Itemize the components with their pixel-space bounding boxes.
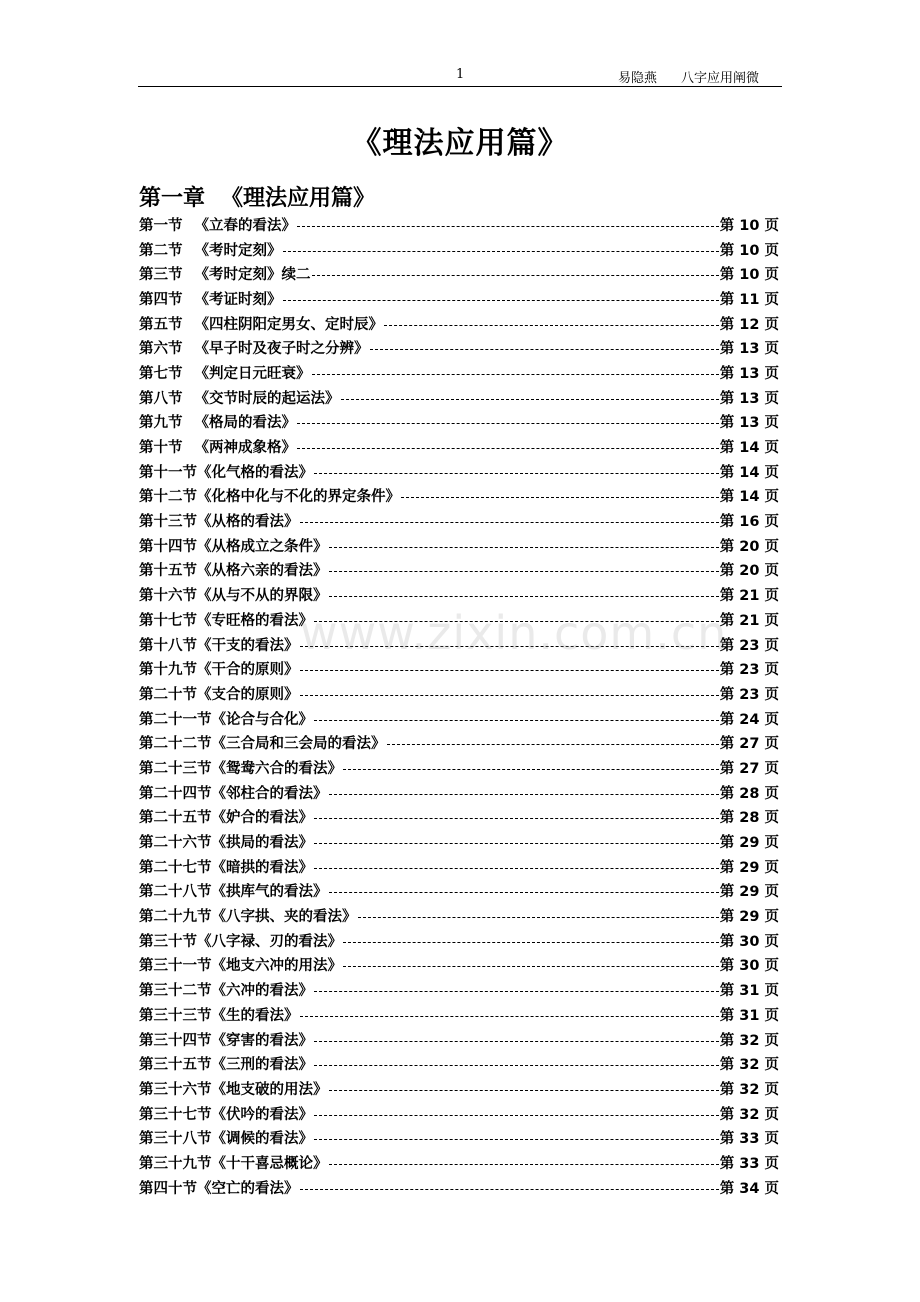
toc-entry[interactable] [139, 656, 779, 681]
toc-section-number: 第八节 [139, 390, 183, 407]
toc-page-number: 第 28 页 [719, 785, 779, 802]
toc-entry[interactable] [139, 632, 779, 657]
toc-section-title: 《判定日元旺衰》 [194, 365, 311, 382]
toc-entry[interactable] [139, 879, 779, 904]
toc-leader [300, 646, 719, 647]
toc-section-number: 第十九节 [139, 662, 197, 679]
toc-section-title: 《鸳鸯六合的看法》 [211, 760, 342, 777]
chapter-title: 《理法应用篇》 [221, 186, 376, 211]
toc-section-title: 《三合局和三会局的看法》 [211, 736, 386, 753]
toc-entry[interactable] [139, 1125, 779, 1150]
toc-page-number: 第 29 页 [719, 909, 779, 926]
toc-page-number: 第 13 页 [719, 341, 779, 358]
toc-section-number: 第三十四节 [139, 1032, 212, 1049]
toc-section-title: 《地支六冲的用法》 [211, 958, 342, 975]
toc-section-number: 第五节 [139, 316, 183, 333]
toc-section-number: 第二十四节 [139, 785, 212, 802]
toc-section-number: 第二十二节 [139, 736, 212, 753]
toc-leader [314, 621, 719, 622]
toc-leader [314, 473, 719, 474]
toc-section-title: 《从格六亲的看法》 [197, 563, 328, 580]
toc-leader [283, 251, 719, 252]
toc-page-number: 第 10 页 [719, 217, 779, 234]
toc-entry[interactable] [139, 780, 779, 805]
toc-page-number: 第 14 页 [719, 489, 779, 506]
toc-section-title: 《两神成象格》 [194, 440, 296, 457]
toc-entry[interactable] [139, 1175, 779, 1200]
header-page-number: 1 [456, 67, 465, 82]
toc-section-title: 《交节时辰的起运法》 [194, 390, 340, 407]
toc-leader [314, 843, 719, 844]
toc-leader [300, 522, 719, 523]
toc-entry[interactable] [139, 360, 779, 385]
toc-page-number: 第 31 页 [719, 1007, 779, 1024]
toc-section-number: 第二十七节 [139, 859, 212, 876]
toc-entry[interactable] [139, 1101, 779, 1126]
toc-section-number: 第三十五节 [139, 1057, 212, 1074]
toc-leader [312, 275, 719, 276]
toc-entry[interactable] [139, 434, 779, 459]
toc-entry[interactable] [139, 755, 779, 780]
toc-section-title: 《支合的原则》 [197, 686, 299, 703]
toc-section-title: 《格局的看法》 [194, 415, 296, 432]
toc-page-number: 第 27 页 [719, 760, 779, 777]
toc-section-number: 第三十二节 [139, 983, 212, 1000]
toc-section-number: 第六节 [139, 341, 183, 358]
toc-entry[interactable] [139, 237, 779, 262]
toc-section-title: 《考证时刻》 [194, 291, 282, 308]
toc-section-title: 《伏吟的看法》 [211, 1106, 313, 1123]
toc-entry[interactable] [139, 533, 779, 558]
toc-leader [314, 818, 719, 819]
toc-section-title: 《论合与合化》 [211, 711, 313, 728]
toc-section-number: 第三十节 [139, 933, 197, 950]
toc-entry[interactable] [139, 508, 779, 533]
toc-page-number: 第 29 页 [719, 859, 779, 876]
toc-entry[interactable] [139, 953, 779, 978]
toc-section-number: 第十六节 [139, 588, 197, 605]
chapter-label: 第一章 [139, 186, 206, 211]
toc-entry[interactable] [139, 977, 779, 1002]
toc-section-title: 《生的看法》 [211, 1007, 299, 1024]
toc-section-number: 第三十一节 [139, 958, 212, 975]
toc-leader [314, 1115, 719, 1116]
toc-page-number: 第 23 页 [719, 686, 779, 703]
toc-section-title: 《妒合的看法》 [211, 810, 313, 827]
toc-entry[interactable] [139, 1076, 779, 1101]
toc-page-number: 第 23 页 [719, 637, 779, 654]
toc-entry[interactable] [139, 903, 779, 928]
toc-section-title: 《八字拱、夹的看法》 [211, 909, 357, 926]
toc-entry[interactable] [139, 730, 779, 755]
toc-page-number: 第 32 页 [719, 1081, 779, 1098]
toc-page-number: 第 29 页 [719, 835, 779, 852]
toc-entry[interactable] [139, 1051, 779, 1076]
toc-section-title: 《从与不从的界限》 [197, 588, 328, 605]
document-title: 《理法应用篇》 [351, 126, 569, 161]
toc-leader [300, 1189, 719, 1190]
toc-section-number: 第十二节 [139, 489, 197, 506]
toc-leader [297, 423, 719, 424]
toc-leader [343, 966, 719, 967]
toc-section-number: 第一节 [139, 217, 183, 234]
toc-section-title: 《暗拱的看法》 [211, 859, 313, 876]
toc-entry[interactable] [139, 311, 779, 336]
toc-section-title: 《六冲的看法》 [211, 983, 313, 1000]
toc-entry[interactable] [139, 582, 779, 607]
toc-leader [343, 769, 719, 770]
toc-leader [314, 1041, 719, 1042]
toc-entry[interactable] [139, 928, 779, 953]
toc-section-title: 《干支的看法》 [197, 637, 299, 654]
toc-section-title: 《化格中化与不化的界定条件》 [197, 489, 400, 506]
toc-entry[interactable] [139, 558, 779, 583]
toc-entry[interactable] [139, 829, 779, 854]
toc-section-title: 《穿害的看法》 [211, 1032, 313, 1049]
toc-leader [387, 744, 719, 745]
toc-leader [300, 695, 719, 696]
toc-leader [314, 720, 719, 721]
toc-page-number: 第 10 页 [719, 267, 779, 284]
toc-section-title: 《拱局的看法》 [211, 835, 313, 852]
toc-leader [300, 1016, 719, 1017]
toc-section-title: 《邻柱合的看法》 [211, 785, 328, 802]
toc-section-title: 《调候的看法》 [211, 1131, 313, 1148]
toc-section-title: 《地支破的用法》 [211, 1081, 328, 1098]
toc-page-number: 第 33 页 [719, 1131, 779, 1148]
toc-leader [329, 596, 719, 597]
header-author: 易隐燕 [618, 71, 658, 86]
toc-leader [384, 325, 719, 326]
toc-leader [358, 917, 719, 918]
toc-leader [314, 1065, 719, 1066]
toc-section-number: 第七节 [139, 365, 183, 382]
toc-leader [329, 1090, 719, 1091]
toc-section-number: 第三十六节 [139, 1081, 212, 1098]
toc-page-number: 第 13 页 [719, 415, 779, 432]
toc-entry[interactable] [139, 459, 779, 484]
toc-page-number: 第 30 页 [719, 958, 779, 975]
toc-section-title: 《三刑的看法》 [211, 1057, 313, 1074]
toc-section-number: 第二十八节 [139, 884, 212, 901]
toc-page-number: 第 29 页 [719, 884, 779, 901]
toc-entry[interactable] [139, 286, 779, 311]
toc-entry[interactable] [139, 706, 779, 731]
toc-leader [401, 497, 719, 498]
toc-section-number: 第二十一节 [139, 711, 212, 728]
toc-page-number: 第 11 页 [719, 291, 779, 308]
toc-entry[interactable] [139, 607, 779, 632]
toc-section-number: 第三十三节 [139, 1007, 212, 1024]
toc-leader [312, 374, 719, 375]
toc-section-number: 第三十八节 [139, 1131, 212, 1148]
toc-leader [283, 300, 719, 301]
toc-leader [329, 547, 719, 548]
toc-entry[interactable] [139, 681, 779, 706]
toc-page-number: 第 10 页 [719, 242, 779, 259]
toc-section-number: 第三节 [139, 267, 183, 284]
toc-page-number: 第 32 页 [719, 1106, 779, 1123]
toc-page-number: 第 16 页 [719, 514, 779, 531]
toc-section-number: 第二十五节 [139, 810, 212, 827]
toc-page-number: 第 14 页 [719, 464, 779, 481]
toc-section-number: 第二十三节 [139, 760, 212, 777]
toc-section-title: 《化气格的看法》 [197, 464, 313, 481]
toc-section-title: 《从格成立之条件》 [197, 538, 328, 555]
toc-section-number: 第十一节 [139, 464, 197, 481]
toc-section-number: 第二十九节 [139, 909, 212, 926]
toc-page-number: 第 32 页 [719, 1057, 779, 1074]
toc-entry[interactable] [139, 1027, 779, 1052]
toc-section-number: 第九节 [139, 415, 183, 432]
toc-leader [329, 571, 719, 572]
toc-section-title: 《立春的看法》 [194, 217, 296, 234]
toc-section-title: 《早子时及夜子时之分辨》 [194, 341, 369, 358]
table-of-contents [139, 212, 779, 1200]
toc-section-number: 第十三节 [139, 514, 197, 531]
toc-leader [297, 226, 719, 227]
toc-section-number: 第二十六节 [139, 835, 212, 852]
toc-section-number: 第二十节 [139, 686, 197, 703]
toc-leader [314, 1139, 719, 1140]
toc-section-number: 第三十七节 [139, 1106, 212, 1123]
toc-section-title: 《专旺格的看法》 [197, 612, 313, 629]
toc-entry[interactable] [139, 1150, 779, 1175]
toc-leader [370, 349, 719, 350]
toc-section-title: 《考时定刻》 [194, 242, 282, 259]
toc-leader [314, 868, 719, 869]
toc-page-number: 第 13 页 [719, 365, 779, 382]
toc-leader [329, 892, 719, 893]
toc-entry[interactable] [139, 385, 779, 410]
toc-section-title: 《空亡的看法》 [197, 1180, 299, 1197]
toc-section-title: 《干合的原则》 [197, 662, 299, 679]
toc-entry[interactable] [139, 212, 779, 237]
toc-leader [341, 399, 719, 400]
toc-page-number: 第 28 页 [719, 810, 779, 827]
toc-page-number: 第 30 页 [719, 933, 779, 950]
toc-leader [329, 1164, 719, 1165]
toc-page-number: 第 13 页 [719, 390, 779, 407]
toc-entry[interactable] [139, 484, 779, 509]
toc-section-number: 第十八节 [139, 637, 197, 654]
toc-leader [329, 794, 719, 795]
header-book-title: 八字应用阐微 [681, 71, 760, 86]
toc-entry[interactable] [139, 805, 779, 830]
toc-page-number: 第 27 页 [719, 736, 779, 753]
chapter-heading [139, 181, 375, 212]
toc-entry[interactable] [139, 1002, 779, 1027]
toc-section-number: 第十七节 [139, 612, 197, 629]
toc-page-number: 第 20 页 [719, 563, 779, 580]
toc-section-number: 第十四节 [139, 538, 197, 555]
toc-leader [297, 448, 719, 449]
toc-section-number: 第十节 [139, 440, 183, 457]
toc-page-number: 第 14 页 [719, 440, 779, 457]
toc-section-title: 《十干喜忌概论》 [211, 1155, 328, 1172]
toc-leader [343, 942, 719, 943]
toc-page-number: 第 23 页 [719, 662, 779, 679]
toc-page-number: 第 21 页 [719, 612, 779, 629]
toc-page-number: 第 33 页 [719, 1155, 779, 1172]
toc-entry[interactable] [139, 410, 779, 435]
toc-page-number: 第 12 页 [719, 316, 779, 333]
toc-page-number: 第 24 页 [719, 711, 779, 728]
toc-section-title: 《八字禄、刃的看法》 [197, 933, 342, 950]
toc-section-title: 《拱库气的看法》 [211, 884, 328, 901]
toc-entry[interactable] [139, 335, 779, 360]
toc-leader [300, 670, 719, 671]
toc-section-title: 《四柱阴阳定男女、定时辰》 [194, 316, 383, 333]
toc-page-number: 第 21 页 [719, 588, 779, 605]
toc-page-number: 第 20 页 [719, 538, 779, 555]
toc-entry[interactable] [139, 261, 779, 286]
toc-section-number: 第四节 [139, 291, 183, 308]
toc-section-title: 《考时定刻》续二 [194, 267, 311, 284]
watermark: www.zixin.com.cn [300, 606, 728, 660]
page-header [138, 64, 782, 87]
toc-page-number: 第 31 页 [719, 983, 779, 1000]
toc-page-number: 第 32 页 [719, 1032, 779, 1049]
toc-section-number: 第二节 [139, 242, 183, 259]
toc-page-number: 第 34 页 [719, 1180, 779, 1197]
toc-entry[interactable] [139, 854, 779, 879]
toc-section-number: 第三十九节 [139, 1155, 212, 1172]
toc-section-number: 第四十节 [139, 1180, 197, 1197]
toc-section-number: 第十五节 [139, 563, 197, 580]
toc-leader [314, 991, 719, 992]
toc-section-title: 《从格的看法》 [197, 514, 299, 531]
